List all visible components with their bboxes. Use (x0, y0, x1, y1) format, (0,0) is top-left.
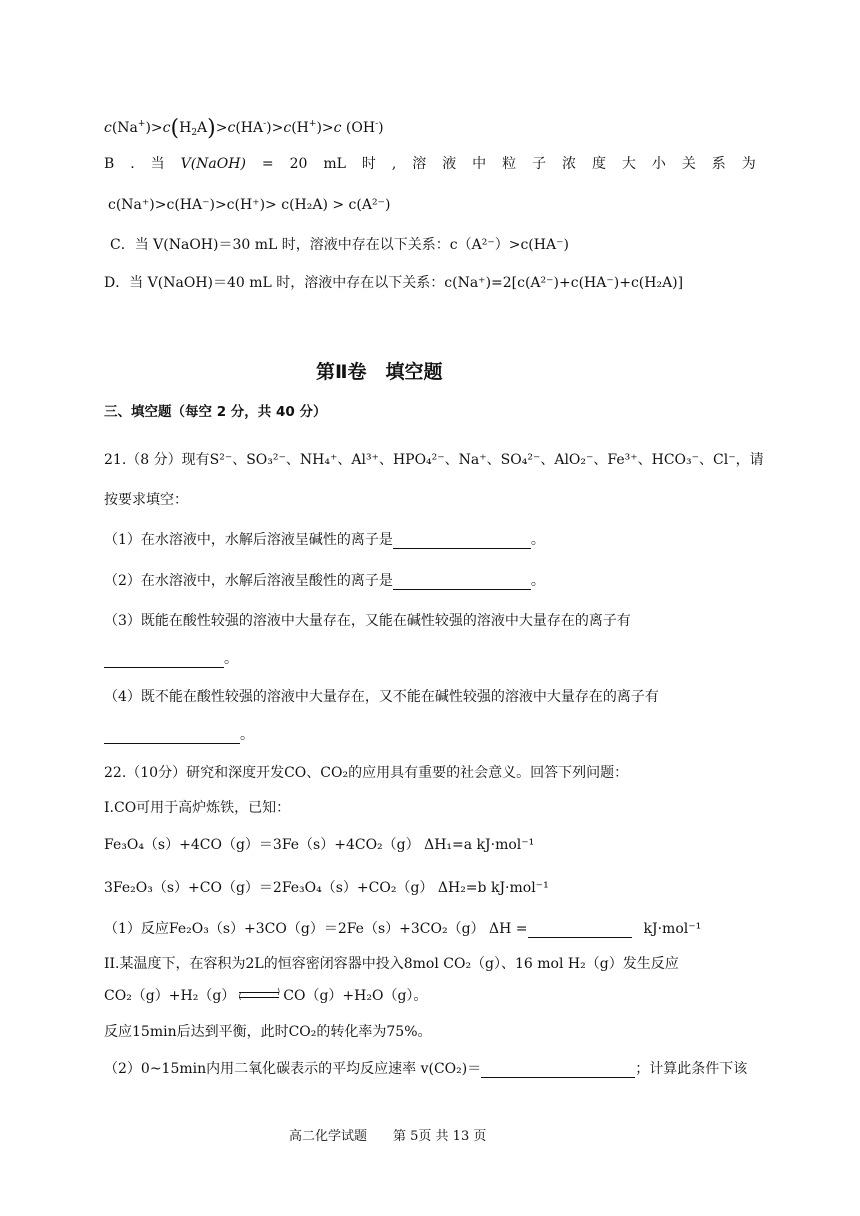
q21-intro: 21.（8 分）现有S²⁻、SO₃²⁻、NH₄⁺、Al³⁺、HPO₄²⁻、Na⁺、SO₄²⁻、AlO₂⁻、Fe³⁺、HCO₃⁻、Cl⁻，请 (104, 452, 764, 468)
choice-d (104, 274, 683, 292)
q21-part4: （4）既不能在酸性较强的溶液中大量存在，又不能在碱性较强的溶液中大量存在的离子有 (104, 689, 659, 705)
q22-equation-1: Fe₃O₄（s）+4CO（g）＝3Fe（s）+4CO₂（g） ΔH₁=a kJ·mol⁻¹ (104, 837, 535, 853)
q22-equation-2: 3Fe₂O₃（s）+CO（g）＝2Fe₃O₄（s）+CO₂（g） ΔH₂=b kJ·mol⁻¹ (104, 880, 549, 896)
q21-part3: （3）既能在酸性较强的溶液中大量存在，又能在碱性较强的溶液中大量存在的离子有 (104, 613, 631, 629)
section-title: 第Ⅱ卷 填空题 (316, 361, 443, 383)
q22-equilibrium: 反应15min后达到平衡，此时CO₂的转化率为75%。 (104, 1024, 432, 1040)
answer-blank[interactable] (528, 923, 632, 938)
q22-intro: 22.（10分）研究和深度开发CO、CO₂的应用具有重要的社会意义。回答下列问题： (104, 765, 629, 781)
q21-intro-2: 按要求填空： (104, 492, 188, 508)
q21-part3-answer: 。 (104, 650, 238, 668)
answer-blank[interactable] (481, 1063, 635, 1078)
q21-part1: （1）在水溶液中，水解后溶液呈碱性的离子是 。 (104, 532, 545, 548)
section3-heading: 三、填空题（每空 2 分，共 40 分） (104, 404, 327, 420)
answer-blank[interactable] (393, 575, 531, 590)
q22-part-ii: II.某温度下，在容积为2L的恒容密闭容器中投入8mol CO₂（g）、16 mol H₂（g）发生反应 (104, 956, 679, 972)
q21-part4-answer: 。 (104, 726, 254, 744)
choice-d-text: D．当 V(NaOH)＝40 mL 时，溶液中存在以下关系： (104, 275, 445, 291)
q22-reaction: CO₂（g）+H₂（g） ⟩ ⟨ CO（g）+H₂O（g）。 (104, 987, 428, 1004)
choice-d-expression: c(Na⁺)=2[c(A²⁻)+c(HA⁻)+c(H₂A)] (444, 275, 684, 291)
choice-b-text: B . 当 V(NaOH) = 20 mL 时 , 溶 液 中 粒 子 浓 度 大 小 关 系 为 (104, 156, 756, 172)
equilibrium-arrow-icon: ⟩ ⟨ (238, 987, 281, 1001)
page-footer: 高二化学试题 第 5页 共 13 页 (289, 1129, 487, 1144)
q22-part1: （1）反应Fe₂O₃（s）+3CO（g）＝2Fe（s）+3CO₂（g） ΔH = kJ·mol⁻¹ (104, 921, 702, 937)
q22-part2: （2）0~15min内用二氧化碳表示的平均反应速率 v(CO₂)＝ ；计算此条件下该 (104, 1061, 748, 1077)
choice-a-expression: $c(Na^+)>c(H_2A)>c(HA^-)>c(H^+)>c$ (OH-) (104, 116, 384, 141)
answer-blank[interactable] (393, 534, 531, 549)
choice-b-expression: c(Na⁺)>c(HA⁻)>c(H⁺)> c(H₂A) > c(A²⁻) (108, 197, 391, 213)
answer-blank[interactable] (104, 653, 224, 668)
q22-part-i: I.CO可用于高炉炼铁，已知： (104, 800, 291, 816)
choice-c-text: C．当 V(NaOH)＝30 mL 时，溶液中存在以下关系：c（A²⁻）>c(HA⁻) (110, 237, 569, 253)
q21-part2: （2）在水溶液中，水解后溶液呈酸性的离子是 。 (104, 573, 545, 589)
answer-blank[interactable] (104, 729, 240, 744)
